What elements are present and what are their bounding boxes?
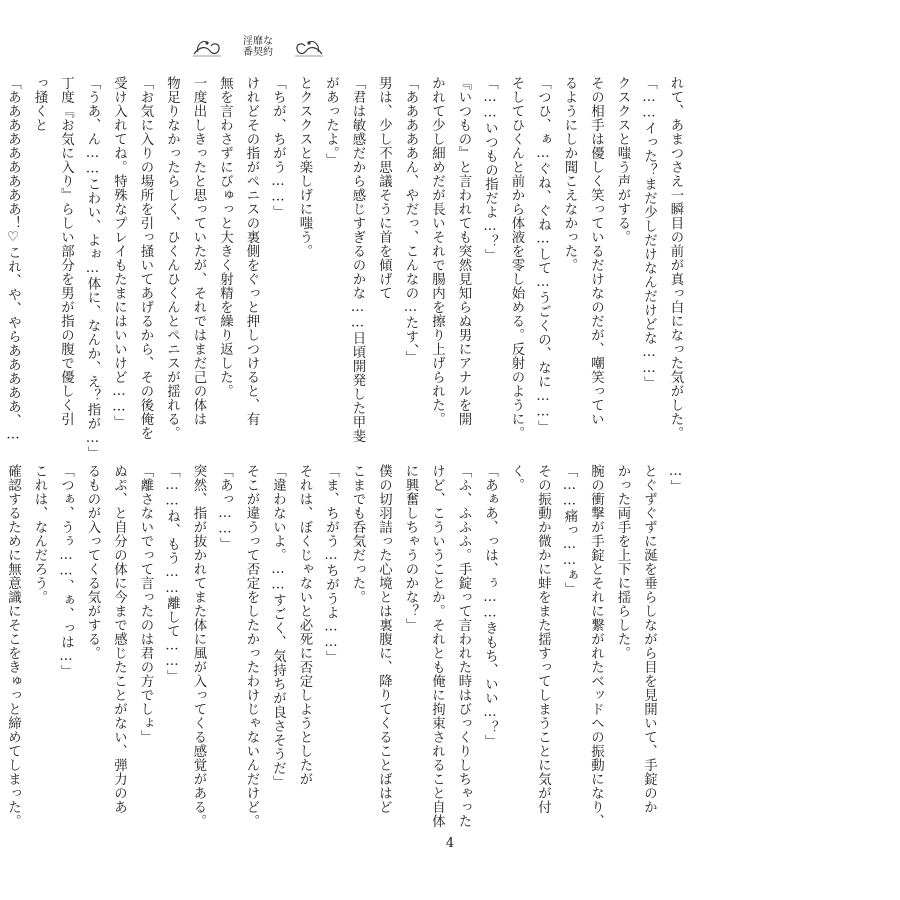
text-column: 僕の切羽詰った心境とは裏腹に、降りてくることばはど	[376, 464, 392, 814]
text-column: それは、ぼくじゃないと必死に否定しようとしたが	[297, 464, 312, 786]
text-column: そこが違うって否定をしたかったわけじゃないんだけど。	[244, 464, 259, 828]
right-flourish-ornament	[294, 34, 324, 62]
text-column: 腕の衝撃が手錠とそれに繋がれたベッドへの振動になり、	[588, 464, 604, 828]
text-column: その相手は優しく笑っているだけなのだが、嘲笑ってい	[588, 76, 604, 426]
text-column: 「……イった？まだ少しだけなんだけどな……」	[641, 76, 657, 391]
text-column: とクスクスと楽しげに嗤う。	[297, 76, 312, 258]
text-column: かった両手を上下に揺らした。	[615, 464, 630, 660]
text-column: けど、こういうことか。それとも俺に拘束されること自体	[429, 464, 445, 828]
text-column: …」	[668, 464, 683, 494]
text-column: 一度出しきったと思っていたが、それではまだ己の体は	[191, 76, 206, 426]
text-column: 『いつもの』と言われても突然見知らぬ男にアナルを開	[456, 76, 471, 426]
text-column: れて、あまつさえ一瞬目の前が真っ白になった気がした。	[668, 76, 683, 440]
text-column: 丁度『お気に入り』らしい部分を男が指の腹で優しく引	[58, 76, 74, 426]
text-column: 「……いつもの指だよ…？」	[482, 76, 498, 263]
text-column: 「離さないでって言ったのは君の方でしょ」	[138, 464, 153, 744]
text-column: 「つぁ、うぅ……、ぁ、っは…」	[58, 464, 74, 679]
lower-text-block	[0, 464, 688, 834]
text-column: 「君は敏感だから感じすぎるのかな……日頃開発した甲斐	[350, 76, 365, 444]
text-column: 「うあ、ん……こわい、よぉ…体に、なんか、え？指が…」	[85, 76, 100, 461]
text-column: とぐずぐずに涎を垂らしながら目を見開いて、手錠のか	[641, 464, 657, 814]
text-column: 「あぁあ、っは、ぅ……きもち、いい…？」	[482, 464, 498, 749]
running-header	[192, 34, 324, 64]
text-column: 確認するために無意識にそこをきゅっと締めてしまった。	[5, 464, 21, 828]
text-column: 無を言わさずにびゅっと大きく射精を繰り返した。	[217, 76, 233, 398]
book-title: 淫靡な 番契約	[243, 36, 273, 58]
left-flourish-ornament	[192, 34, 222, 62]
text-column: 「お気に入りの場所を引っ掻いてあげるから、その後俺を	[138, 76, 153, 440]
text-column: 「ま、ちがう…ちがうよ……」	[323, 464, 339, 665]
text-column: こまでも呑気だった。	[350, 464, 365, 604]
text-column: 「つひ、ぁ…ぐね、ぐね…して…うごくの、なに……」	[535, 76, 551, 434]
text-column: 男は、少し不思議そうに首を傾げて	[376, 76, 392, 300]
text-column: 物足りなかったらしく、ひくんひくんとペニスが揺れる。	[164, 76, 180, 440]
text-column: があったよ。」	[323, 76, 339, 168]
text-column: 「……ね、もう……離して……」	[164, 464, 180, 684]
text-column: 「ちが、ちがう……」	[270, 76, 286, 220]
text-column: 「……痛っ……ぁ」	[562, 464, 577, 597]
text-column: そしてひくんと前から体液を零し始める。反射のように。	[509, 76, 524, 440]
text-column: く。	[509, 464, 524, 492]
text-column: るようにしか聞こえなかった。	[562, 76, 577, 272]
text-column: これは、なんだろう。	[32, 464, 47, 604]
text-column: けれどその指がペニスの裏側をぐっと押しつけると、有	[244, 76, 259, 426]
text-column: クスクスと嗤う声がする。	[615, 76, 630, 244]
text-column: ぬぷ、と自分の体に今まで感じたことがない、弾力のあ	[111, 464, 127, 814]
text-column: 「あああああああああ！♡これ、や、やらあああああ、…	[5, 76, 21, 444]
text-column: かれて少し細めだが長いそれで腸内を擦り上げられた。	[429, 76, 445, 426]
text-column: 「違わないよ。……すごく、気持ちが良さそうだ」	[270, 464, 286, 790]
text-column: 「あああああん、やだっ、こんなの…たす、」	[403, 76, 418, 365]
text-column: 「ふ、ふふふ。手錠って言われた時はびっくりしちゃった	[456, 464, 471, 828]
text-column: 「あっ……」	[217, 464, 233, 552]
text-column: るものが入ってくる気がする。	[85, 464, 100, 660]
upper-text-block	[0, 76, 688, 461]
text-column: に興奮しちゃうのかな？」	[403, 464, 418, 632]
text-column: 突然、指が抜かれてまた体に風が入ってくる感覚がある。	[191, 464, 206, 828]
text-column: っ掻くと	[32, 76, 47, 132]
text-column: その振動か微かに蚌をまた揺すってしまうことに気が付	[535, 464, 551, 814]
text-column: 受け入れてね。特殊なプレイもたまにはいいけど……」	[111, 76, 127, 430]
page-number: 4	[445, 836, 455, 851]
